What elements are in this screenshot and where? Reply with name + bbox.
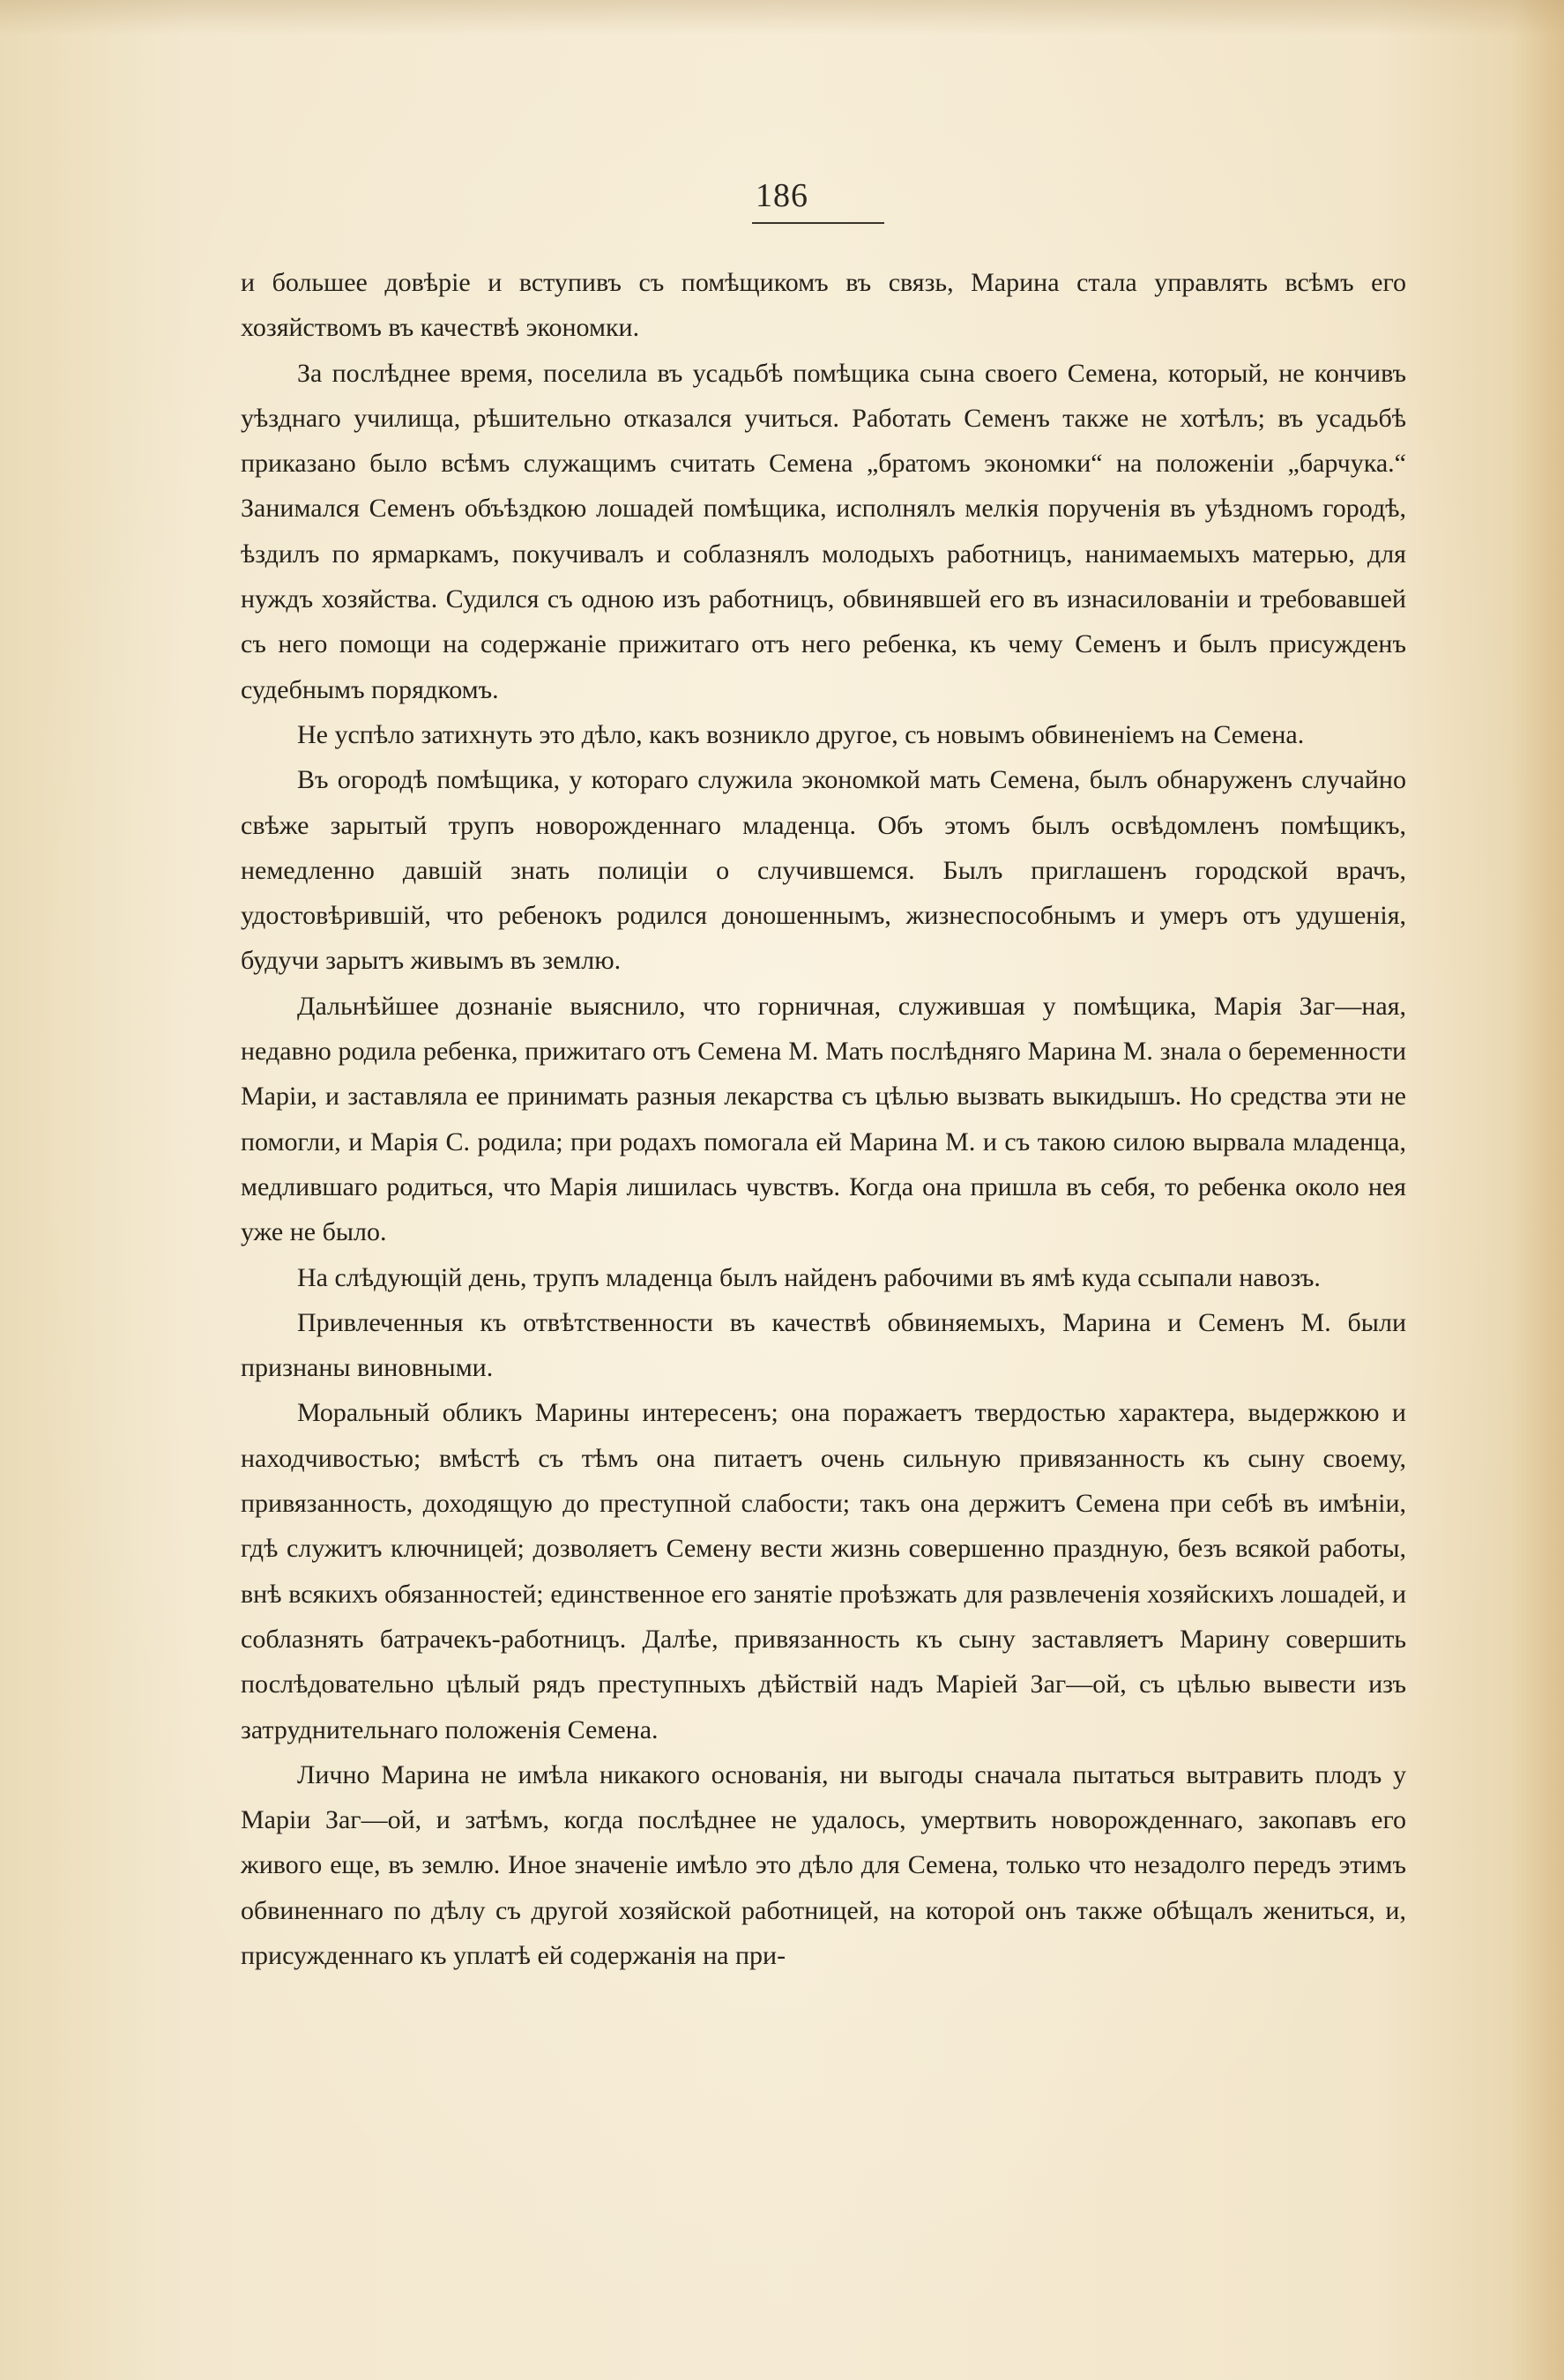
paragraph: Дальнѣйшее дознаніе выяснило, что горничная, служившая у помѣщика, Марія Заг—ная, недавно родила ребенка, прижитаго отъ Семена М. Мать послѣдняго Марина М. знала о беременности Маріи, и заставляла ее принимать разныя лекарства съ цѣлью вызвать выкидышъ. Но средства эти не помогли, и Марія С. родила; при родахъ помогала ей Марина М. и съ такою силою вырвала младенца, медлившаго родиться, что Марія лишилась чувствъ. Когда она пришла въ себя, то ребенка около нея уже не было. xyxy=(241,991,1406,1247)
paragraph: Привлеченныя къ отвѣтственности въ качествѣ обвиняемыхъ, Марина и Семенъ М. были признаны виновными. xyxy=(241,1307,1406,1383)
page-number: 186 xyxy=(756,177,808,214)
paragraph: Не успѣло затихнуть это дѣло, какъ возникло другое, съ новымъ обвиненіемъ на Семена. xyxy=(297,719,1305,749)
paragraph: Моральный обликъ Марины интересенъ; она поражаетъ твердостью характера, выдержкою и находчивостью; вмѣстѣ съ тѣмъ она питаетъ очень сильную привязанность къ сыну своему, привязанность, доходящую до преступной слабости; такъ она держитъ Семена при себѣ въ имѣніи, гдѣ служитъ ключницей; дозволяетъ Семену вести жизнь совершенно праздную, безъ всякой работы, внѣ всякихъ обязанностей; единственное его занятіе проѣзжать для развлеченія хозяйскихъ лошадей, и соблазнять батрачекъ-работницъ. Далѣе, привязанность къ сыну заставляетъ Марину совершить послѣдовательно цѣлый рядъ преступныхъ дѣйствій надъ Маріей Заг—ой, съ цѣлью вывести изъ затруднительнаго положенія Семена. xyxy=(241,1398,1406,1744)
paragraph: На слѣдующій день, трупъ младенца былъ найденъ рабочими въ ямѣ куда ссыпали навозъ. xyxy=(297,1262,1321,1292)
paragraph: и большее довѣріе и вступивъ съ помѣщикомъ въ связь, Марина стала управлять всѣмъ его хозяйствомъ въ качествѣ экономки. xyxy=(241,268,1406,343)
paragraph: Въ огородѣ помѣщика, у котораго служила экономкой мать Семена, былъ обнаруженъ случайно свѣже зарытый трупъ новорожденнаго младенца. Объ этомъ былъ освѣдомленъ помѣщикъ, немедленно давшій знать полиціи о случившемся. Былъ приглашенъ городской врачъ, удостовѣрившій, что ребенокъ родился доношеннымъ, жизнеспособнымъ и умеръ отъ удушенія, будучи зарытъ живымъ въ землю. xyxy=(241,765,1406,976)
paragraph: Лично Марина не имѣла никакого основанія, ни выгоды сначала пытаться вытравить плодъ у Маріи Заг—ой, и затѣмъ, когда послѣднее не удалось, умертвить новорожденнаго, закопавъ его живого еще, въ землю. Иное значеніе имѣло это дѣло для Семена, только что незадолго передъ этимъ обвиненнаго по дѣлу съ другой хозяйской работницей, на которой онъ также обѣщалъ жениться, и, присужденнаго къ уплатѣ ей содержанія на при- xyxy=(241,1759,1406,1970)
paragraph: За послѣднее время, поселила въ усадьбѣ помѣщика сына своего Семена, который, не кончивъ уѣзднаго училища, рѣшительно отказался учиться. Работать Семенъ также не хотѣлъ; въ усадьбѣ приказано было всѣмъ служащимъ считать Семена „братомъ экономки“ на положеніи „барчука.“ Занимался Семенъ объѣздкою лошадей помѣщика, исполнялъ мелкія порученія въ уѣздномъ городѣ, ѣздилъ по ярмаркамъ, покучивалъ и соблазнялъ молодыхъ работницъ, нанимаемыхъ матерью, для нуждъ хозяйства. Судился съ одною изъ работницъ, обвинявшей его въ изнасилованіи и требовавшей съ него помощи на содержаніе прижитаго отъ него ребенка, къ чему Семенъ и былъ присужденъ судебнымъ порядкомъ. xyxy=(241,358,1406,704)
page-right-shadow xyxy=(1511,0,1564,2380)
page-top-shadow xyxy=(0,0,1564,35)
page-number-rule xyxy=(752,222,884,224)
body-text xyxy=(241,260,1406,1978)
